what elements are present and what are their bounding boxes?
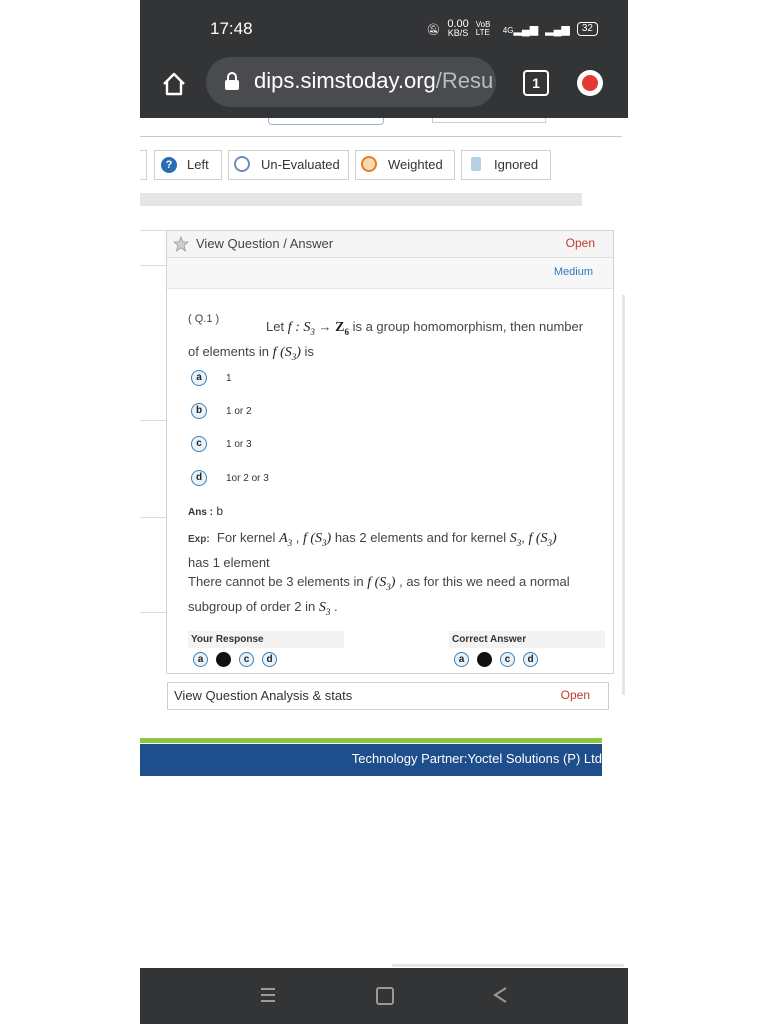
explanation-continued: There cannot be 3 elements in f $(S_3)$ , as for this we need a normal subgroup of order 2 in $S_3$ . [188,574,570,617]
correct-answer [449,631,605,669]
footer [140,744,602,776]
signal-icon: ▂▄▆ [545,23,570,36]
status-bar [140,0,628,60]
correct-option-c: c [500,652,515,667]
math-expr: f [287,320,292,335]
open-question-link[interactable]: Open [565,236,595,250]
your-response-options [193,652,277,667]
option-b-text: 1 or 2 [226,406,252,417]
footer-text: Technology Partner:Yoctel Solutions (P) Ltd [351,751,602,766]
trash-icon [471,157,481,171]
correct-option-d: d [523,652,538,667]
legend-edge [140,150,147,180]
response-option-d: d [262,652,277,667]
status-icons [426,20,598,38]
option-d-text: 1or 2 or 3 [226,473,269,484]
analysis-stats-panel[interactable] [167,682,609,710]
divider [140,136,622,137]
legend-weighted: Weighted [355,150,455,180]
response-option-c: c [239,652,254,667]
option-b-radio[interactable]: b [191,403,207,419]
correct-answer-label: Correct Answer [449,631,605,648]
side-fragment [140,230,167,266]
weight-icon [361,156,377,172]
your-response [188,631,344,669]
volte-icon: VoB LTE [475,20,491,37]
question-text: Let f : $S_3 \to Z_6$ is a group homomorphism, then number of elements in f $(S_3)$ is [188,319,584,362]
legend-left: ? Left [154,150,222,180]
question-number: ( Q.1 ) [188,313,220,325]
back-icon[interactable] [492,986,508,1004]
lock-icon [224,71,240,91]
tab-fragment [432,118,546,123]
response-option-a: a [193,652,208,667]
option-a-text: 1 [226,373,232,384]
recent-apps-icon[interactable] [260,986,276,1004]
side-fragment [140,420,167,518]
your-response-label: Your Response [188,631,344,648]
question-panel [166,230,614,674]
difficulty-row [167,258,613,289]
correct-option-b-selected: b [477,652,492,667]
math-expr: f [272,344,277,360]
question-icon: ? [161,157,177,173]
option-d-radio[interactable]: d [191,470,207,486]
home-button-icon[interactable] [376,987,394,1005]
side-fragment [140,516,167,613]
network-4g-icon: 4G▂▄▆ [502,23,539,36]
phone-screen [140,0,628,1024]
url-text: dips.simstoday.org/Resu [254,68,494,93]
correct-answer-options [454,652,538,667]
legend-un-evaluated: Un-Evaluated [228,150,349,180]
open-stats-link[interactable]: Open [560,688,590,702]
question-panel-header[interactable] [167,231,613,258]
battery-icon: 32 [577,22,598,36]
star-icon [173,236,189,252]
explanation: Exp: For kernel $A_3$ , f $(S_3)$ has 2 elements and for kernel $S_3$, f $(S_3)$ has 1 element [188,530,557,570]
option-c-radio[interactable]: c [191,436,207,452]
response-option-b-selected: b [216,652,231,667]
option-a-radio[interactable]: a [191,370,207,386]
answer-value: b [216,504,224,518]
browser-toolbar [140,60,628,118]
mute-icon: 🔕︎ [426,23,441,36]
target-icon [234,156,250,172]
status-time: 17:48 [210,19,253,38]
correct-option-a: a [454,652,469,667]
tab-fragment [268,118,384,125]
update-icon[interactable] [577,70,603,96]
net-speed: 0.00 KB/S [447,18,469,38]
progress-band [140,193,582,206]
android-nav-bar [140,968,628,1024]
stats-title: View Question Analysis & stats [174,688,353,703]
gesture-line [392,964,624,967]
scrollbar[interactable] [622,295,625,695]
home-icon[interactable] [160,70,188,98]
legend-ignored: Ignored [461,150,551,180]
tabs-count-button[interactable]: 1 [523,70,549,96]
difficulty-label: Medium [553,266,593,278]
panel-title: View Question / Answer [196,236,334,251]
option-c-text: 1 or 3 [226,439,252,450]
address-bar[interactable] [206,57,496,107]
answer-line: Ans : b [188,504,224,518]
footer-accent [140,738,602,743]
